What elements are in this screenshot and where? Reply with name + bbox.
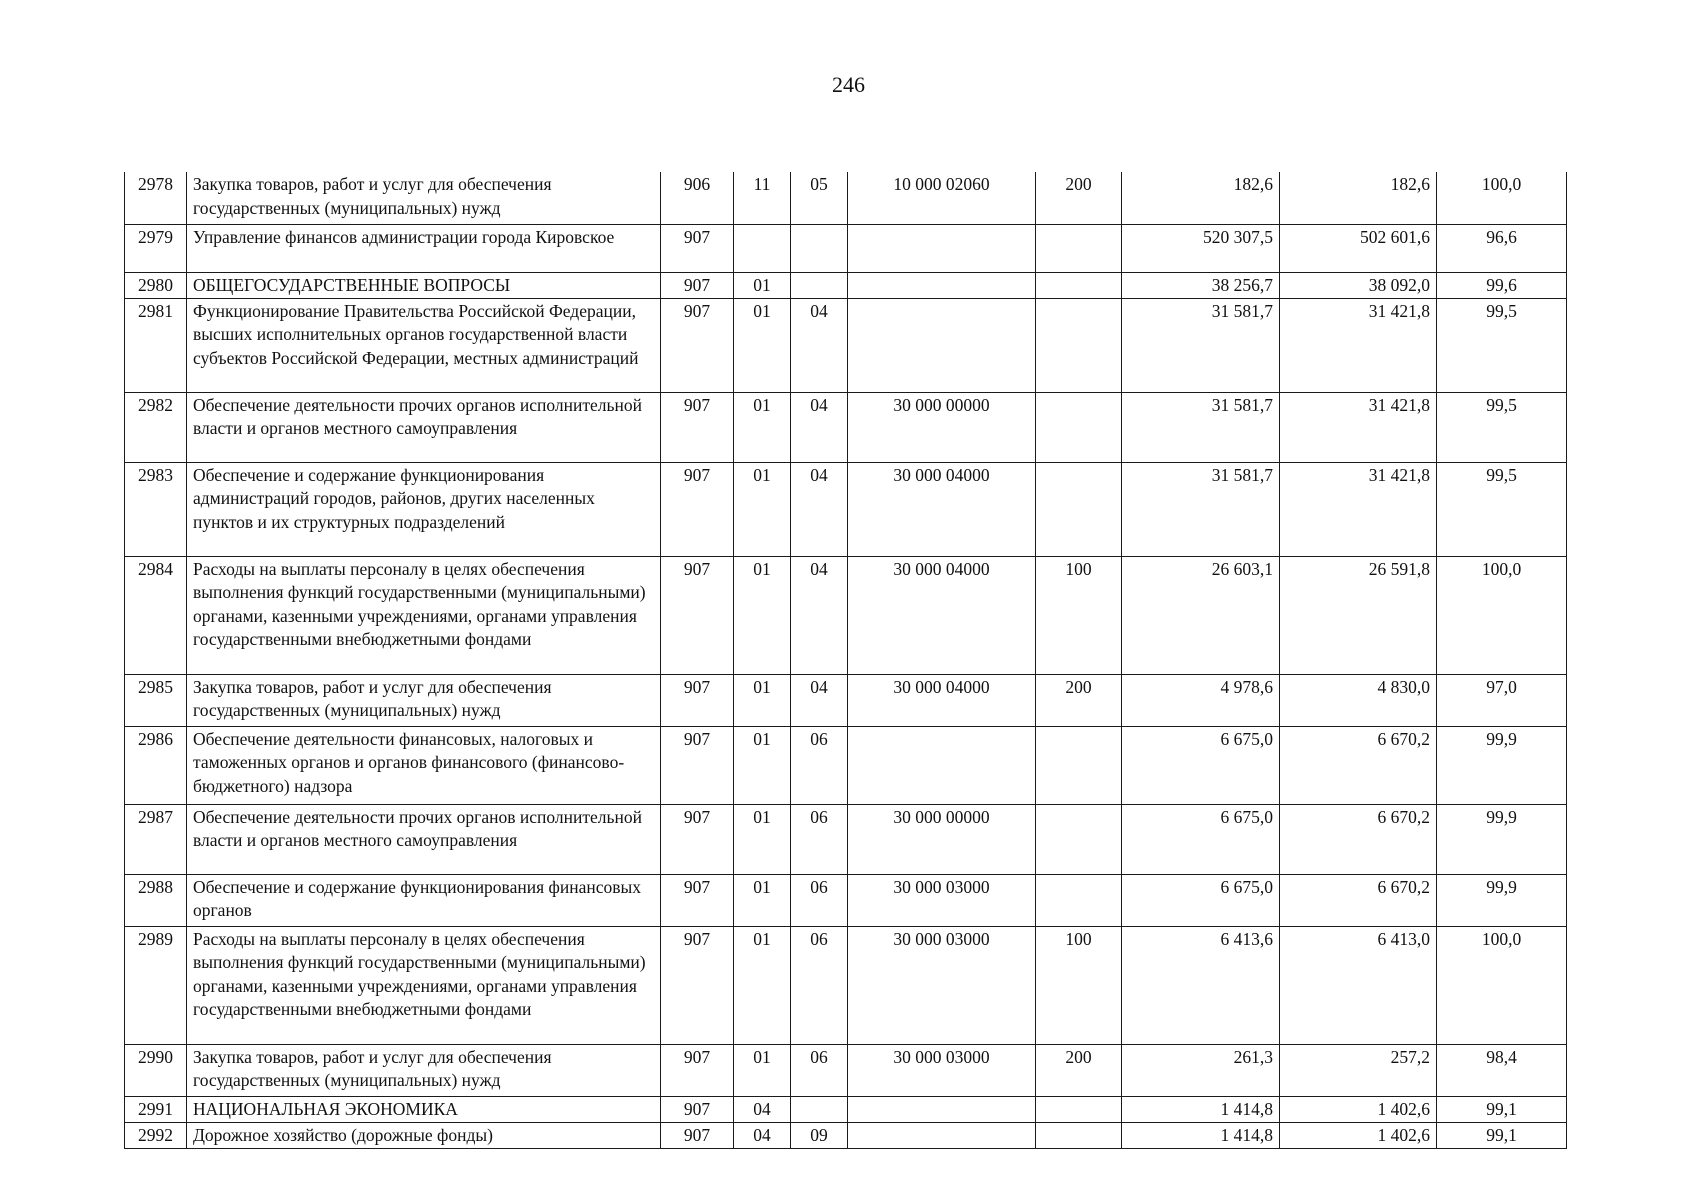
expense-name-cell: НАЦИОНАЛЬНАЯ ЭКОНОМИКА [187,1096,661,1122]
table-row [125,674,1567,726]
budget-table [124,172,1567,1149]
section-code-cell: 04 [734,1096,791,1122]
executed-amount-cell: 31 421,8 [1280,392,1437,462]
planned-amount-cell: 1 414,8 [1122,1122,1280,1148]
expense-type-cell [1036,224,1122,272]
executed-amount-cell: 31 421,8 [1280,298,1437,392]
section-code-cell: 01 [734,556,791,674]
expense-type-cell: 200 [1036,1044,1122,1096]
planned-amount-cell: 38 256,7 [1122,272,1280,298]
row-number-cell: 2982 [125,392,187,462]
department-code-cell: 907 [661,1096,734,1122]
target-article-cell [848,1096,1036,1122]
table-row [125,224,1567,272]
department-code-cell: 906 [661,172,734,224]
table-row [125,298,1567,392]
target-article-cell: 30 000 03000 [848,874,1036,926]
target-article-cell: 30 000 00000 [848,392,1036,462]
expense-type-cell [1036,1122,1122,1148]
execution-percent-cell: 99,5 [1437,392,1567,462]
target-article-cell: 30 000 03000 [848,1044,1036,1096]
executed-amount-cell: 182,6 [1280,172,1437,224]
execution-percent-cell: 97,0 [1437,674,1567,726]
planned-amount-cell: 261,3 [1122,1044,1280,1096]
planned-amount-cell: 31 581,7 [1122,392,1280,462]
row-number-cell: 2983 [125,462,187,556]
subsection-code-cell [791,224,848,272]
executed-amount-cell: 4 830,0 [1280,674,1437,726]
subsection-code-cell: 09 [791,1122,848,1148]
expense-type-cell: 200 [1036,674,1122,726]
table-row [125,392,1567,462]
target-article-cell: 30 000 04000 [848,462,1036,556]
planned-amount-cell: 6 413,6 [1122,926,1280,1044]
planned-amount-cell: 31 581,7 [1122,462,1280,556]
executed-amount-cell: 502 601,6 [1280,224,1437,272]
department-code-cell: 907 [661,726,734,804]
execution-percent-cell: 99,5 [1437,298,1567,392]
row-number-cell: 2986 [125,726,187,804]
section-code-cell: 01 [734,874,791,926]
executed-amount-cell: 6 670,2 [1280,804,1437,874]
target-article-cell: 30 000 00000 [848,804,1036,874]
department-code-cell: 907 [661,1122,734,1148]
department-code-cell: 907 [661,272,734,298]
executed-amount-cell: 38 092,0 [1280,272,1437,298]
department-code-cell: 907 [661,804,734,874]
expense-name-cell: Расходы на выплаты персоналу в целях обеспечения выполнения функций государственными (муниципальными) органами, казенными учреждениями, органами управления государственными внебюджетными фондами [187,556,661,674]
row-number-cell: 2992 [125,1122,187,1148]
subsection-code-cell: 06 [791,926,848,1044]
expense-type-cell [1036,392,1122,462]
execution-percent-cell: 100,0 [1437,172,1567,224]
expense-type-cell [1036,726,1122,804]
expense-type-cell [1036,298,1122,392]
planned-amount-cell: 6 675,0 [1122,726,1280,804]
section-code-cell: 01 [734,804,791,874]
execution-percent-cell: 99,9 [1437,804,1567,874]
row-number-cell: 2984 [125,556,187,674]
subsection-code-cell: 06 [791,804,848,874]
expense-name-cell: Обеспечение деятельности финансовых, налоговых и таможенных органов и органов финансового (финансово-бюджетного) надзора [187,726,661,804]
planned-amount-cell: 26 603,1 [1122,556,1280,674]
target-article-cell: 10 000 02060 [848,172,1036,224]
subsection-code-cell: 04 [791,556,848,674]
execution-percent-cell: 98,4 [1437,1044,1567,1096]
table-row [125,462,1567,556]
subsection-code-cell [791,1096,848,1122]
section-code-cell: 04 [734,1122,791,1148]
planned-amount-cell: 520 307,5 [1122,224,1280,272]
page-number: 246 [832,72,865,97]
planned-amount-cell: 6 675,0 [1122,804,1280,874]
row-number-cell: 2988 [125,874,187,926]
section-code-cell [734,224,791,272]
expense-type-cell: 100 [1036,556,1122,674]
executed-amount-cell: 31 421,8 [1280,462,1437,556]
section-code-cell: 01 [734,726,791,804]
expense-type-cell [1036,462,1122,556]
section-code-cell: 01 [734,272,791,298]
table-row [125,272,1567,298]
target-article-cell [848,298,1036,392]
execution-percent-cell: 99,6 [1437,272,1567,298]
row-number-cell: 2979 [125,224,187,272]
execution-percent-cell: 100,0 [1437,556,1567,674]
table-row [125,1122,1567,1148]
subsection-code-cell: 06 [791,874,848,926]
execution-percent-cell: 99,9 [1437,874,1567,926]
target-article-cell [848,272,1036,298]
expense-name-cell: Управление финансов администрации города Кировское [187,224,661,272]
execution-percent-cell: 99,5 [1437,462,1567,556]
executed-amount-cell: 257,2 [1280,1044,1437,1096]
row-number-cell: 2981 [125,298,187,392]
row-number-cell: 2990 [125,1044,187,1096]
department-code-cell: 907 [661,674,734,726]
department-code-cell: 907 [661,298,734,392]
section-code-cell: 01 [734,392,791,462]
subsection-code-cell [791,272,848,298]
subsection-code-cell: 06 [791,1044,848,1096]
section-code-cell: 01 [734,926,791,1044]
department-code-cell: 907 [661,556,734,674]
expense-type-cell: 200 [1036,172,1122,224]
department-code-cell: 907 [661,462,734,556]
department-code-cell: 907 [661,1044,734,1096]
target-article-cell: 30 000 03000 [848,926,1036,1044]
expense-name-cell: Обеспечение и содержание функционирования администраций городов, районов, других населенных пунктов и их структурных подразделений [187,462,661,556]
subsection-code-cell: 06 [791,726,848,804]
expense-type-cell: 100 [1036,926,1122,1044]
expense-type-cell [1036,804,1122,874]
subsection-code-cell: 04 [791,298,848,392]
expense-type-cell [1036,272,1122,298]
expense-name-cell: Функционирование Правительства Российской Федерации, высших исполнительных органов государственной власти субъектов Российской Федерации, местных администраций [187,298,661,392]
executed-amount-cell: 6 413,0 [1280,926,1437,1044]
executed-amount-cell: 6 670,2 [1280,726,1437,804]
table-row [125,1096,1567,1122]
executed-amount-cell: 1 402,6 [1280,1122,1437,1148]
expense-type-cell [1036,1096,1122,1122]
planned-amount-cell: 182,6 [1122,172,1280,224]
execution-percent-cell: 96,6 [1437,224,1567,272]
target-article-cell: 30 000 04000 [848,556,1036,674]
subsection-code-cell: 04 [791,462,848,556]
table-row [125,804,1567,874]
department-code-cell: 907 [661,392,734,462]
planned-amount-cell: 4 978,6 [1122,674,1280,726]
row-number-cell: 2980 [125,272,187,298]
row-number-cell: 2978 [125,172,187,224]
executed-amount-cell: 1 402,6 [1280,1096,1437,1122]
section-code-cell: 01 [734,462,791,556]
expense-name-cell: Расходы на выплаты персоналу в целях обеспечения выполнения функций государственными (муниципальными) органами, казенными учреждениями, органами управления государственными внебюджетными фондами [187,926,661,1044]
section-code-cell: 01 [734,1044,791,1096]
section-code-cell: 01 [734,674,791,726]
target-article-cell [848,726,1036,804]
expense-name-cell: Дорожное хозяйство (дорожные фонды) [187,1122,661,1148]
executed-amount-cell: 6 670,2 [1280,874,1437,926]
expense-name-cell: Обеспечение деятельности прочих органов исполнительной власти и органов местного самоуправления [187,392,661,462]
table-row [125,172,1567,224]
subsection-code-cell: 05 [791,172,848,224]
row-number-cell: 2991 [125,1096,187,1122]
budget-table-body [125,172,1567,1148]
target-article-cell [848,224,1036,272]
execution-percent-cell: 99,1 [1437,1096,1567,1122]
department-code-cell: 907 [661,874,734,926]
execution-percent-cell: 100,0 [1437,926,1567,1044]
execution-percent-cell: 99,9 [1437,726,1567,804]
target-article-cell: 30 000 04000 [848,674,1036,726]
expense-name-cell: Закупка товаров, работ и услуг для обеспечения государственных (муниципальных) нужд [187,172,661,224]
expense-name-cell: Закупка товаров, работ и услуг для обеспечения государственных (муниципальных) нужд [187,1044,661,1096]
planned-amount-cell: 31 581,7 [1122,298,1280,392]
table-row [125,726,1567,804]
planned-amount-cell: 1 414,8 [1122,1096,1280,1122]
section-code-cell: 11 [734,172,791,224]
table-row [125,1044,1567,1096]
row-number-cell: 2987 [125,804,187,874]
execution-percent-cell: 99,1 [1437,1122,1567,1148]
subsection-code-cell: 04 [791,392,848,462]
table-row [125,874,1567,926]
row-number-cell: 2989 [125,926,187,1044]
expense-name-cell: Закупка товаров, работ и услуг для обеспечения государственных (муниципальных) нужд [187,674,661,726]
expense-type-cell [1036,874,1122,926]
expense-name-cell: Обеспечение деятельности прочих органов исполнительной власти и органов местного самоуправления [187,804,661,874]
department-code-cell: 907 [661,224,734,272]
row-number-cell: 2985 [125,674,187,726]
expense-name-cell: ОБЩЕГОСУДАРСТВЕННЫЕ ВОПРОСЫ [187,272,661,298]
expense-name-cell: Обеспечение и содержание функционирования финансовых органов [187,874,661,926]
section-code-cell: 01 [734,298,791,392]
table-row [125,926,1567,1044]
planned-amount-cell: 6 675,0 [1122,874,1280,926]
table-row [125,556,1567,674]
department-code-cell: 907 [661,926,734,1044]
executed-amount-cell: 26 591,8 [1280,556,1437,674]
subsection-code-cell: 04 [791,674,848,726]
target-article-cell [848,1122,1036,1148]
